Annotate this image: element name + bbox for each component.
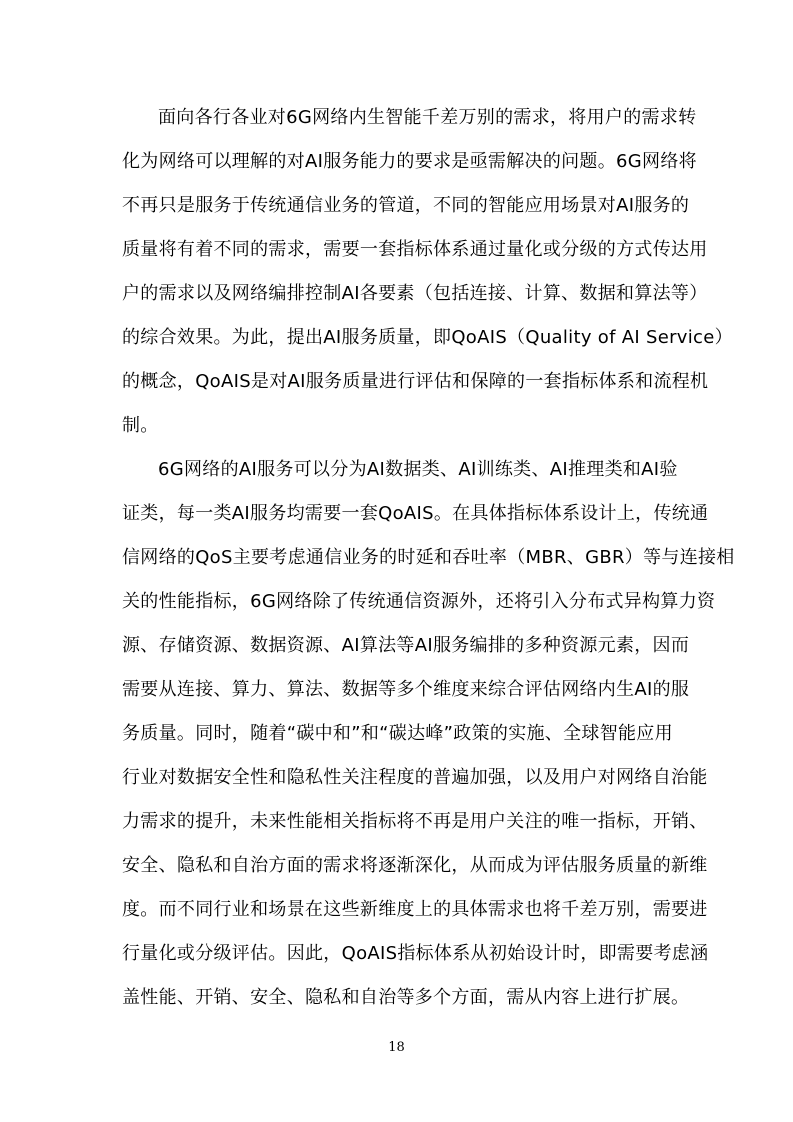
paragraph-2-line-1: 6G网络的AI服务可以分为AI数据类、AI训练类、AI推理类和AI验: [158, 459, 678, 480]
paragraph-1-line-2: 化为网络可以理解的对AI服务能力的要求是亟需解决的问题。6G网络将: [122, 151, 697, 172]
paragraph-2-line-7: 务质量。同时，随着“碳中和”和“碳达峰”政策的实施、全球智能应用: [122, 723, 673, 744]
paragraph-2-line-12: 行量化或分级评估。因此，QoAIS指标体系从初始设计时，即需要考虑涵: [122, 943, 709, 964]
paragraph-2-line-5: 源、存储资源、数据资源、AI算法等AI服务编排的多种资源元素，因而: [122, 635, 690, 656]
paragraph-1-line-6: 的综合效果。为此，提出AI服务质量，即QoAIS（Quality of AI Service）: [122, 327, 733, 348]
page-number: 18: [388, 1040, 405, 1055]
paragraph-2-line-4: 关的性能指标，6G网络除了传统通信资源外，还将引入分布式异构算力资: [122, 591, 716, 612]
paragraph-2-line-3: 信网络的QoS主要考虑通信业务的时延和吞吐率（MBR、GBR）等与连接相: [122, 547, 735, 568]
paragraph-2-line-10: 安全、隐私和自治方面的需求将逐渐深化，从而成为评估服务质量的新维: [122, 855, 708, 876]
paragraph-1-line-8: 制。: [122, 415, 159, 436]
paragraph-1-line-5: 户的需求以及网络编排控制AI各要素（包括连接、计算、数据和算法等）: [122, 283, 708, 304]
paragraph-1-line-4: 质量将有着不同的需求，需要一套指标体系通过量化或分级的方式传达用: [122, 239, 708, 260]
paragraph-2-line-2: 证类，每一类AI服务均需要一套QoAIS。在具体指标体系设计上，传统通: [122, 503, 709, 524]
paragraph-1-line-1: 面向各行各业对6G网络内生智能千差万别的需求，将用户的需求转: [158, 107, 697, 128]
paragraph-2-line-6: 需要从连接、算力、算法、数据等多个维度来综合评估网络内生AI的服: [122, 679, 690, 700]
paragraph-2-line-11: 度。而不同行业和场景在这些新维度上的具体需求也将千差万别，需要进: [122, 899, 708, 920]
paragraph-1-line-7: 的概念，QoAIS是对AI服务质量进行评估和保障的一套指标体系和流程机: [122, 371, 709, 392]
paragraph-2-line-8: 行业对数据安全性和隐私性关注程度的普遍加强，以及用户对网络自治能: [122, 767, 708, 788]
paragraph-2-line-13: 盖性能、开销、安全、隐私和自治等多个方面，需从内容上进行扩展。: [122, 987, 690, 1008]
paragraph-1-line-3: 不再只是服务于传统通信业务的管道，不同的智能应用场景对AI服务的: [122, 195, 690, 216]
paragraph-2-line-9: 力需求的提升，未来性能相关指标将不再是用户关注的唯一指标，开销、: [122, 811, 708, 832]
